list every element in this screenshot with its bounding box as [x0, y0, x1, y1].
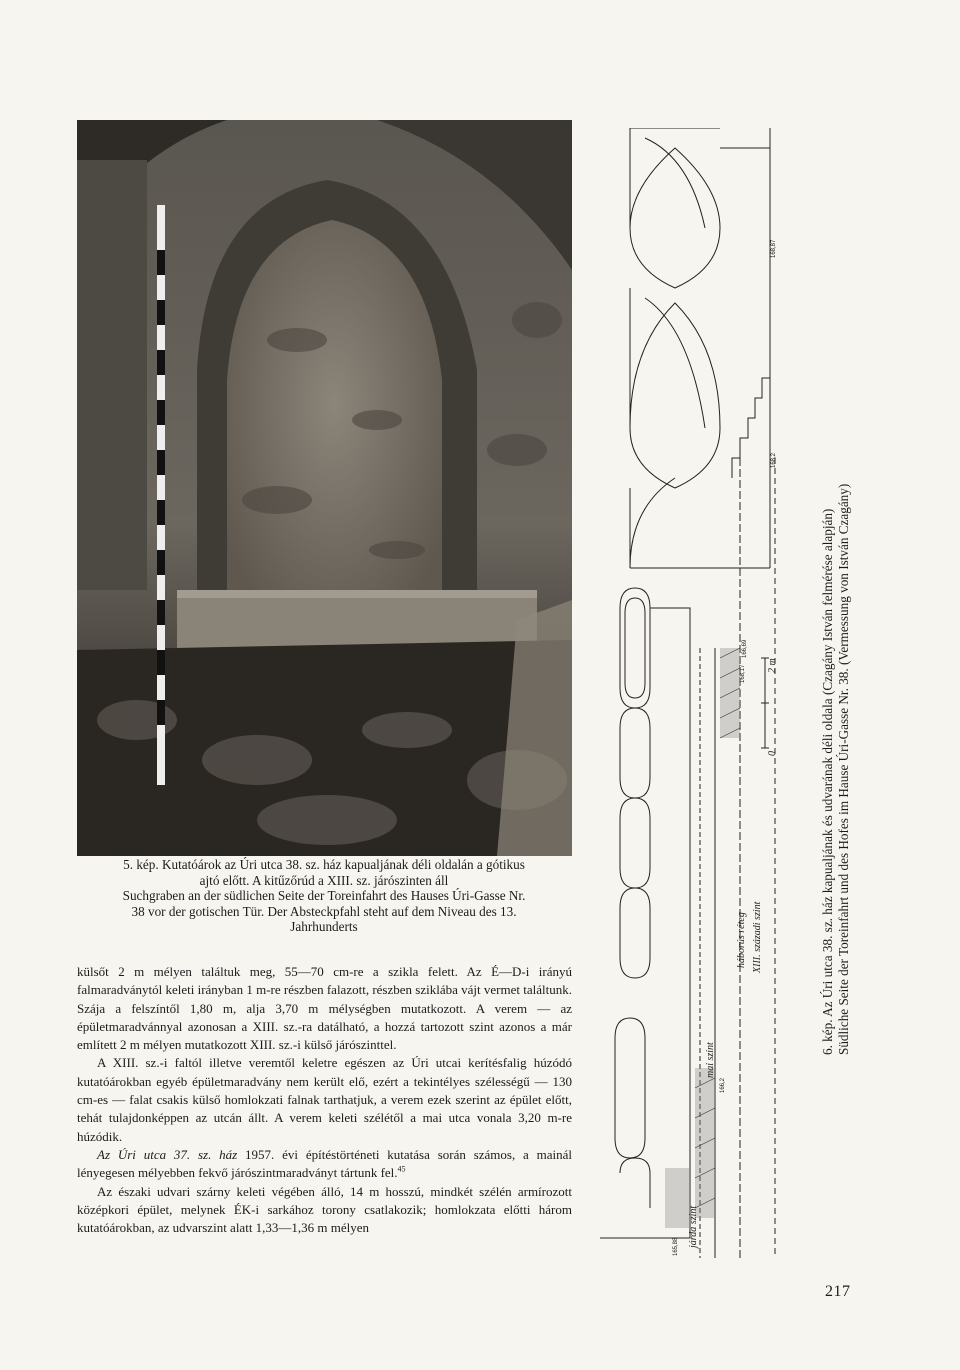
caption-line: Südliche Seite der Toreinfahrt und des Hofes im Hause Úri-Gasse Nr. 38. (Vermessung von István Czagány) [835, 483, 851, 1055]
label-mai-szint: mai szint [705, 1042, 716, 1078]
elevation-label: 166,2 [720, 1077, 726, 1093]
footnote-marker: 45 [397, 1164, 406, 1174]
page-number: 217 [825, 1283, 851, 1300]
section-drawing-svg [590, 128, 795, 1258]
figure-5-caption [74, 857, 574, 935]
caption-line: Suchgraben an der südlichen Seite der Toreinfahrt des Hauses Úri-Gasse Nr. [122, 888, 526, 904]
paragraph-text: 1957. évi építéstörténeti kutatása során számos, a mainál lényegesen mélyebben fekvő járószintmaradványt tártunk fel. [77, 1146, 572, 1181]
paragraph: külsőt 2 m mélyen találtuk meg, 55—70 cm-re a szikla felett. Az É—D-i irányú falmaradványtól keleti irányban 1 m-re részben falazott, részben sziklába vájt vermet találtunk. Szája a felszíntől 1,80 m, alja 3,70 m mélységben mutatkozott. A verem — az épületmaradvánnyal azonosan a XIII. sz.-ra datálható, a hozzá tartozott szint azonos a már említett 2 m mélyen mutatkozott XIII. sz.-i külső járószinttel. [77, 964, 572, 1053]
elevation-label: 168,2 [771, 452, 777, 468]
excavation-photograph [77, 120, 572, 856]
photograph-image [77, 120, 572, 856]
elevation-label: 165,88 [673, 1237, 679, 1256]
paragraph [77, 1146, 572, 1183]
scale-label-2m: 2 m [767, 658, 778, 673]
caption-line: 6. kép. Az Úri utca 38. sz. ház kapualjának és udvarának déli oldala (Czagány István felmérése alapján) [820, 508, 835, 1055]
italic-reference: Az Úri utca 37. sz. ház [97, 1146, 238, 1162]
elevation-label: 168,87 [771, 239, 777, 258]
caption-line: 38 vor der gotischen Tür. Der Absteckpfahl steht auf dem Niveau des 13. [131, 903, 517, 919]
elevation-label: 166,69 [742, 639, 748, 658]
caption-line: Jahrhunderts [290, 919, 358, 935]
surveying-pole [157, 205, 165, 785]
elevation-label: 168,17 [740, 664, 746, 683]
figure-6-caption [820, 95, 851, 1055]
label-jarda-szint: járda szint [688, 1205, 699, 1248]
architectural-section-drawing [590, 128, 795, 1258]
paragraph: Az északi udvari szárny keleti végében álló, 14 m hosszú, mindkét szélén armírozott középkori épület, melynek ÉK-i sarkához torony csatlakozik; homlokzata előtti három kutatóárokban, az udvarszint alatt 1,33—1,36 m mélyen [77, 1183, 572, 1236]
paragraph: A XIII. sz.-i faltól illetve veremtől keletre egészen az Úri utcai kerítésfalig húzódó kutatóárokban egyéb épületmaradvány nem került elő, ezért a tekintélyes szélességű — 130 cm-es — falat csakis külső homlokzati falnak tarthatjuk, a verem ezek szerint az épület előtt, tehát tulajdonképpen az utcán állt. A verem keleti szélétől a mai utca vonala 3,20 m-re húzódik. [77, 1055, 572, 1144]
label-xiii-szazadi-szint: XIII. századi szint [752, 901, 763, 973]
caption-line: 5. kép. Kutatóárok az Úri utca 38. sz. ház kapualjának déli oldalán a gótikus [123, 857, 525, 872]
label-haborus-reteg: háborús réteg [736, 912, 747, 968]
body-text [77, 963, 572, 1237]
caption-line: ajtó előtt. A kitűzőrúd a XIII. sz. járószinten áll [199, 872, 449, 888]
scale-label-zero: 0 [767, 751, 778, 756]
